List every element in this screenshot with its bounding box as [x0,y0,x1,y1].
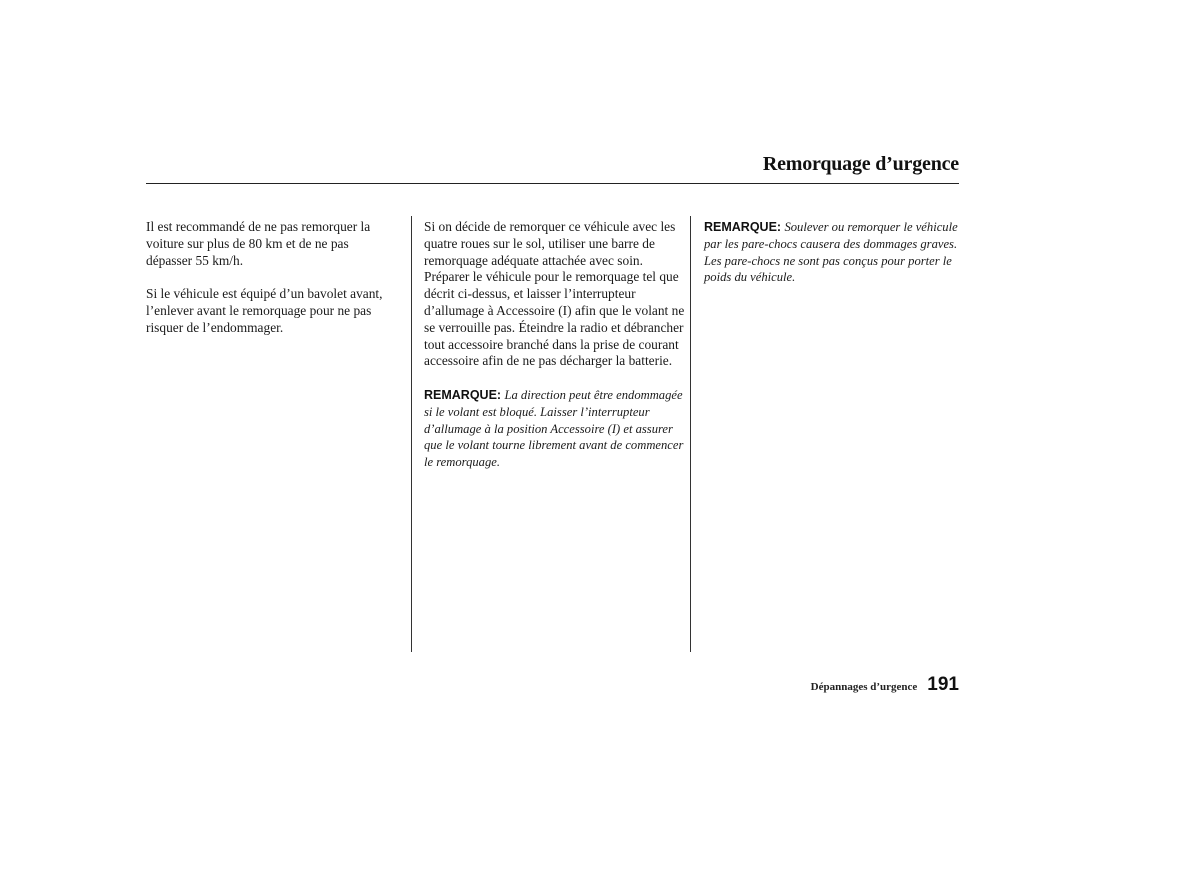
note-label: REMARQUE: [704,220,782,234]
column-divider [690,216,691,652]
page-number: 191 [927,674,959,695]
left-column [146,219,396,353]
page-footer [811,674,959,696]
paragraph-towing-limits: Il est recommandé de ne pas remorquer la voiture sur plus de 80 km et de ne pas dépasser 55 km/h. [146,219,371,268]
middle-column [424,219,686,488]
note-label: REMARQUE: [424,387,502,402]
column-divider [411,216,412,652]
note-text: La direction peut être endommagée si le volant est bloqué. Laisser l’interrupteur d’allumage à la position Accessoire (I) et assurer que le volant tourne librement avant de commencer le remorquage. [424,387,684,470]
note-text: Soulever ou remorquer le véhicule par les pare-chocs causera des dommages graves. Les pare-chocs ne sont pas conçus pour porter le poids du véhicule. [704,220,958,285]
footer-section-title: Dépannages d’urgence [810,681,918,693]
note-steering [424,387,686,471]
note-bumpers [704,219,959,286]
paragraph-four-wheel-towing: Si on décide de remorquer ce véhicule avec les quatre roues sur le sol, utiliser une barre de remorquage adéquate attachée avec soin. Préparer le véhicule pour le remorquage tel que décrit ci-dessus, et laisser l’interrupteur d’allumage à Accessoire (I) afin que le volant ne se verrouille pas. Éteindre la radio et débrancher tout accessoire branché dans la prise de courant accessoire afin de ne pas décharger la batterie. [424,219,685,369]
right-column [704,219,959,303]
paragraph-front-spoiler: Si le véhicule est équipé d’un bavolet avant, l’enlever avant le remorquage pour ne pas risquer de l’endommager. [146,286,383,335]
page-title: Remorquage d’urgence [762,153,959,175]
title-rule [146,183,959,184]
